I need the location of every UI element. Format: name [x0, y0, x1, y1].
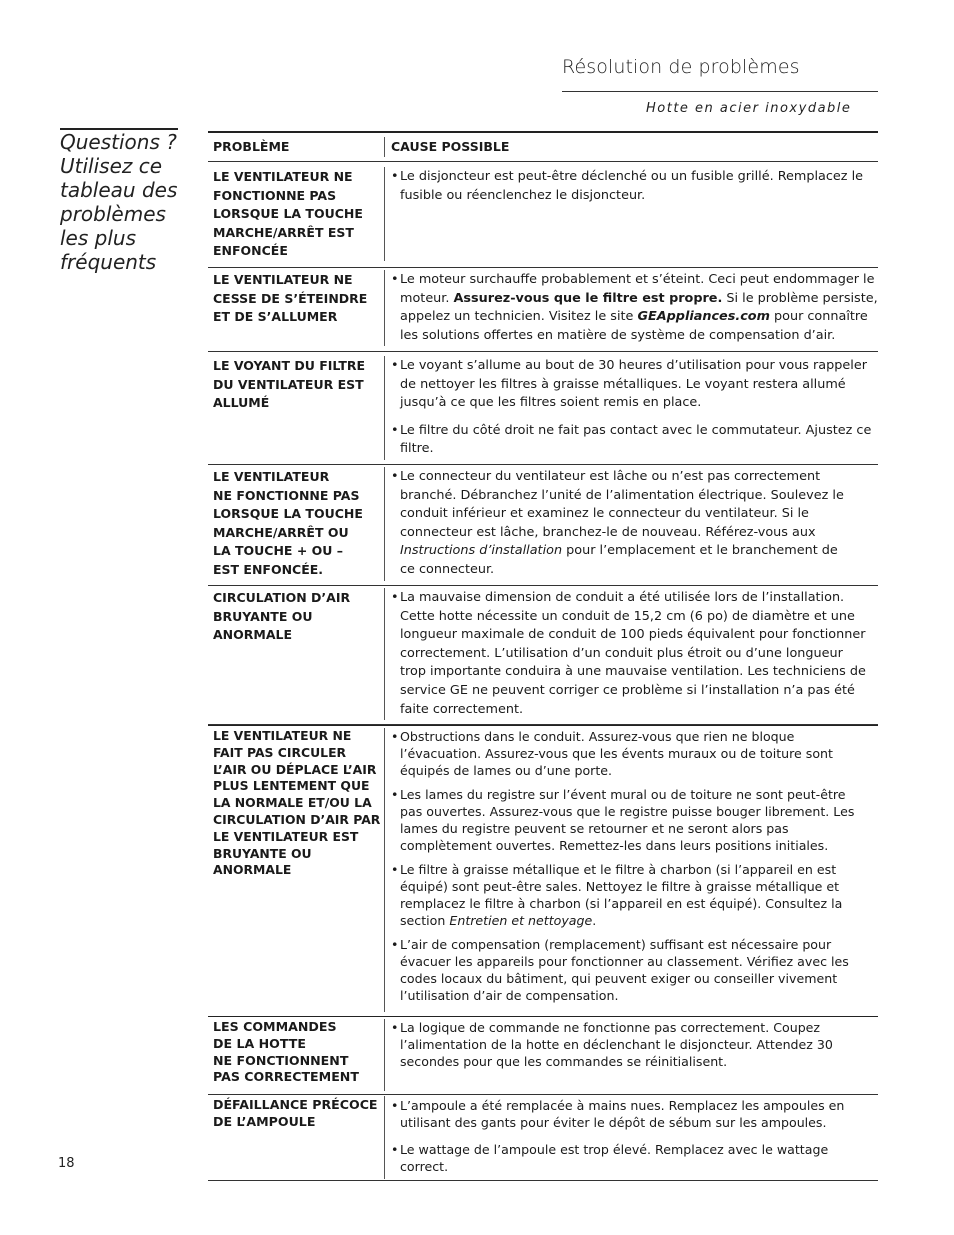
problem-line: LORSQUE LA TOUCHE — [213, 506, 363, 522]
page-subtitle: Hotte en acier inoxydable — [646, 101, 852, 116]
column-divider — [384, 167, 385, 261]
problem-line: PAS CORRECTEMENT — [213, 1069, 359, 1085]
cause-text: pour l’emplacement et le branchement de ce connecteur. — [400, 543, 838, 577]
cause-cell — [391, 357, 881, 459]
problem-line: NE FONCTIONNE PAS — [213, 487, 360, 503]
page-number: 18 — [58, 1156, 75, 1171]
table-row — [208, 352, 878, 465]
problem-line: NE FONCTIONNENT — [213, 1052, 349, 1068]
problem-line: MARCHE/ARRÊT OU — [213, 524, 349, 540]
column-divider — [384, 1096, 385, 1179]
website-link[interactable]: GEAppliances.com — [637, 309, 770, 325]
problem-line: EST ENFONCÉE. — [213, 561, 324, 577]
problem-line: LA TOUCHE + OU – — [213, 543, 344, 559]
cause-item: • L’ampoule a été remplacée à mains nues. Remplacez les ampoules en utilisant des gants pour éviter le dépôt de sébum sur les ampoules. — [391, 1097, 869, 1131]
problem-cell: DÉFAILLANCE PRÉCOCE DE L’AMPOULE — [213, 1097, 378, 1129]
problem-cell — [213, 468, 381, 580]
problem-cell: LE VOYANT DU FILTRE DU VENTILATEUR EST ALLUMÉ — [213, 358, 366, 411]
cause-item: • La mauvaise dimension de conduit a été utilisée lors de l’installation. Cette hotte nécessite un conduit de 15,2 cm (6 po) de diamètre et une longueur maximale de conduit de 100 pieds équivalent pour fonctionner correctement. L’utilisation d’un conduit plus étroit ou d’une longueur trop importante conduira à une mauvaise ventilation. Les techniciens de service GE ne peuvent corriger ce problème si l’installation n’a pas été faite correctement. — [391, 589, 866, 719]
cause-text: Le moteur surchauffe probablement et s’éteint. Ceci peut endommager le moteur. — [400, 272, 875, 306]
cause-item — [391, 468, 846, 580]
problem-cell — [213, 1019, 381, 1086]
cause-text: . — [592, 913, 597, 928]
column-divider — [384, 270, 385, 346]
column-header-cause: CAUSE POSSIBLE — [391, 139, 510, 154]
cause-text: Le connecteur du ventilateur est lâche ou n’est pas correctement branché. Débranchez l’unité de l’alimentation électrique. Soulevez le conduit inférieur et examinez le connecteur du ventilateur. Si le connecteur est lâche, branchez-le de nouveau. Référez-vous aux — [400, 469, 844, 540]
cause-emphasis: Assurez-vous que le filtre est propre. — [453, 290, 723, 306]
table-row — [208, 1094, 878, 1181]
column-divider — [384, 588, 385, 720]
table-row — [208, 1016, 878, 1095]
column-header-problem: PROBLÈME — [213, 139, 290, 154]
column-divider — [384, 356, 385, 460]
cause-item: • Le wattage de l’ampoule est trop élevé. Remplacez avec le wattage correct. — [391, 1141, 869, 1175]
table-row — [208, 725, 878, 1017]
cause-item: • Le filtre du côté droit ne fait pas contact avec le commutateur. Ajustez ce filtre. — [391, 422, 881, 459]
cause-item: • L’air de compensation (remplacement) suffisant est nécessaire pour évacuer les appareils pour fonctionner au classement. Vérifiez avec les codes locaux du bâtiment, qui peuvent exiger ou conseiller vivement l’utilisation d’air de compensation. — [391, 936, 869, 1004]
sidebar-heading — [60, 130, 208, 274]
cause-cell — [391, 468, 846, 580]
cause-cell — [391, 271, 881, 345]
problem-line: LES COMMANDES — [213, 1019, 337, 1034]
cause-cell — [391, 589, 866, 719]
problem-line: LE VENTILATEUR — [213, 469, 330, 484]
column-divider — [384, 1019, 385, 1091]
sidebar-line: fréquents — [60, 250, 157, 274]
table-row — [208, 268, 878, 352]
cause-text: Le filtre à graisse métallique et le filtre à charbon (si l’appareil en est équipé) sont peut-être sales. Nettoyez le filtre à graisse métallique et remplacez le filtre à charbon (si l’appareil en est équipé). Consultez la section — [400, 862, 843, 928]
sidebar-line: problèmes — [60, 202, 166, 226]
column-divider — [384, 728, 385, 1012]
cause-reference: Entretien et nettoyage — [449, 913, 593, 928]
column-divider — [384, 467, 385, 581]
sidebar-line: les plus — [60, 226, 136, 250]
cause-cell — [391, 728, 869, 1004]
page-title: Résolution de problèmes — [562, 56, 800, 78]
table-row — [208, 586, 878, 725]
problem-cell: LE VENTILATEUR NE FAIT PAS CIRCULER L’AIR OU DÉPLACE L’AIR PLUS LENTEMENT QUE LA NORMALE ET/OU LA CIRCULATION D’AIR PAR LE VENTILATEUR EST BRUYANTE OU ANORMALE — [213, 728, 381, 878]
cause-item: • Le disjoncteur est peut-être déclenché ou un fusible grillé. Remplacez le fusible ou réenclenchez le disjoncteur. — [391, 168, 881, 205]
cause-text: pour connaître les solutions offertes en matière de système de compensation d’air. — [400, 309, 868, 343]
problem-cell: LE VENTILATEUR NE FONCTIONNE PAS LORSQUE LA TOUCHE MARCHE/ARRÊT EST ENFONCÉE — [213, 169, 363, 259]
cause-item: • Le voyant s’allume au bout de 30 heures d’utilisation pour vous rappeler de nettoyer les filtres à graisse métalliques. Le voyant restera allumé jusqu’à ce que les filtres soient remis en place. — [391, 357, 881, 413]
cause-cell — [391, 168, 881, 205]
cause-cell — [391, 1097, 869, 1175]
cause-item — [391, 271, 881, 345]
table-row — [208, 161, 878, 268]
cause-cell — [391, 1019, 846, 1070]
sidebar-line: tableau des — [60, 178, 178, 202]
cause-item — [391, 861, 869, 929]
cause-text: Si le problème persiste, appelez un technicien. Visitez le site — [400, 290, 878, 325]
sidebar-line: Utilisez ce — [60, 154, 163, 178]
problem-cell: CIRCULATION D’AIR BRUYANTE OU ANORMALE — [213, 590, 351, 643]
problem-cell: LE VENTILATEUR NE CESSE DE S’ÉTEINDRE ET DE S’ALLUMER — [213, 272, 368, 325]
sidebar-line: Questions ? — [60, 130, 177, 154]
table-header-row — [208, 131, 878, 162]
column-divider — [384, 137, 385, 157]
header-rule — [562, 91, 878, 92]
cause-reference: Instructions d’installation — [400, 543, 563, 559]
cause-item: • Les lames du registre sur l’évent mural ou de toiture ne sont peut-être pas ouvertes. Assurez-vous que le registre puisse bouger librement. Les lames du registre peuvent se retourner et ne seront alors pas complètement ouvertes. Remettez-les dans leurs positions initiales. — [391, 786, 869, 854]
table-row — [208, 465, 878, 586]
cause-item: • Obstructions dans le conduit. Assurez-vous que rien ne bloque l’évacuation. Assurez-vous que les évents muraux ou de toiture sont équipés de lames ou d’une porte. — [391, 728, 869, 779]
problem-line: DE LA HOTTE — [213, 1035, 306, 1051]
cause-item: • La logique de commande ne fonctionne pas correctement. Coupez l’alimentation de la hotte en déclenchant le disjoncteur. Attendez 30 secondes pour que les commandes se réinitialisent. — [391, 1019, 846, 1070]
